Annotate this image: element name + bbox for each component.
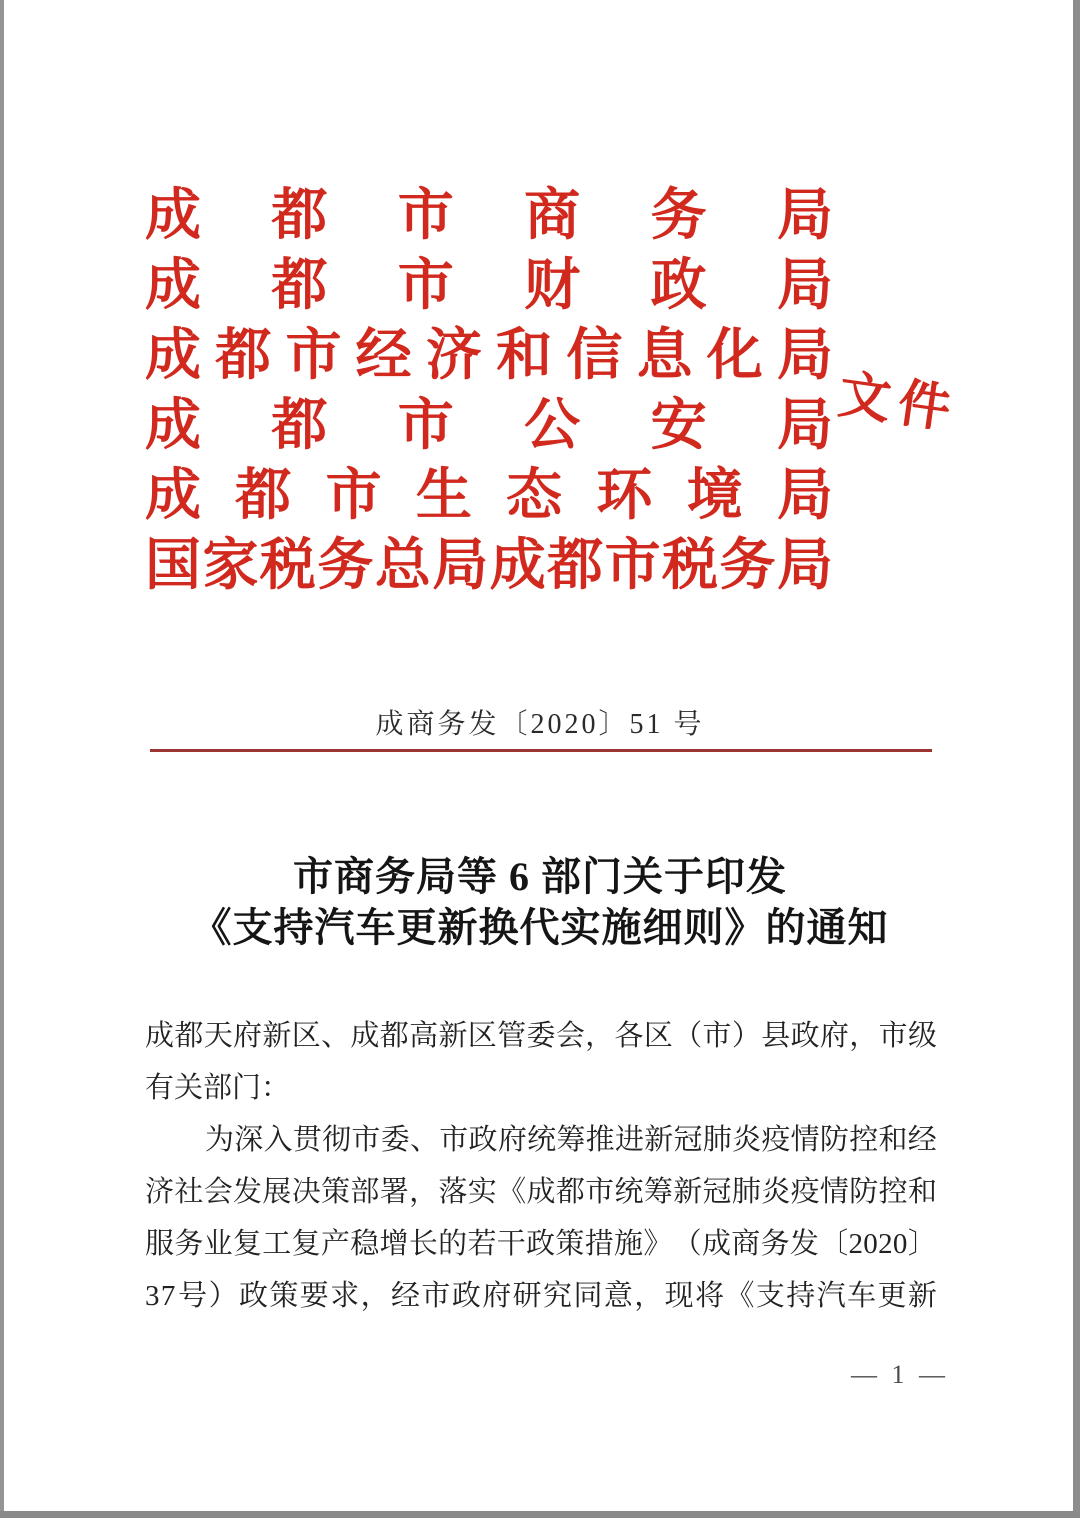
- department-name-4: 成 都 市 公 安 局: [145, 395, 833, 457]
- doc-type-label: 文件: [834, 366, 962, 441]
- department-name-6: 国 家 税 务 总 局 成 都 市 税 务 局: [145, 535, 833, 597]
- body-line-1: 成 都 天 府 新 区 、 成 都 高 新 区 管 委 会 ， 各 区 （ 市 ） 县 政 府 ， 市 级: [145, 1020, 937, 1052]
- doc-number: 成商务发〔2020〕51 号: [375, 709, 705, 740]
- title-line-1: 市商务局等 6 部门关于印发: [293, 854, 787, 899]
- body-line-3: 为 深 入 贯 彻 市 委 、 市 政 府 统 筹 推 进 新 冠 肺 炎 疫 情 防 控 和 经: [205, 1124, 937, 1156]
- body-line-6: 3 7 号 ） 政 策 要 求 ， 经 市 政 府 研 究 同 意 ， 现 将 《 支 持 汽 车 更 新: [145, 1280, 937, 1312]
- body-line-5: 服 务 业 复 工 复 产 稳 增 长 的 若 干 政 策 措 施 》 （ 成 商 务 发 〔 2 0 2 0 〕: [145, 1228, 937, 1260]
- department-name-3: 成 都 市 经 济 和 信 息 化 局: [145, 325, 833, 387]
- department-name-2: 成 都 市 财 政 局: [145, 255, 833, 317]
- red-divider-line: [150, 749, 932, 752]
- page-number: — 1 —: [851, 1360, 949, 1389]
- letterhead: [145, 176, 833, 596]
- body-line-4: 济 社 会 发 展 决 策 部 署 ， 落 实 《 成 都 市 统 筹 新 冠 肺 炎 疫 情 防 控 和: [145, 1176, 937, 1208]
- body-line-2: 有关部门：: [145, 1072, 291, 1104]
- scan-edge-left: [0, 0, 4, 1518]
- document-title: [0, 851, 1080, 953]
- title-line-2: 《支持汽车更新换代实施细则》的通知: [191, 905, 889, 950]
- scan-edge-right: [1073, 0, 1080, 1518]
- document-body: [145, 1010, 937, 1322]
- department-name-1: 成 都 市 商 务 局: [145, 185, 833, 247]
- scan-edge-bottom: [0, 1511, 1080, 1518]
- department-name-5: 成 都 市 生 态 环 境 局: [145, 465, 833, 527]
